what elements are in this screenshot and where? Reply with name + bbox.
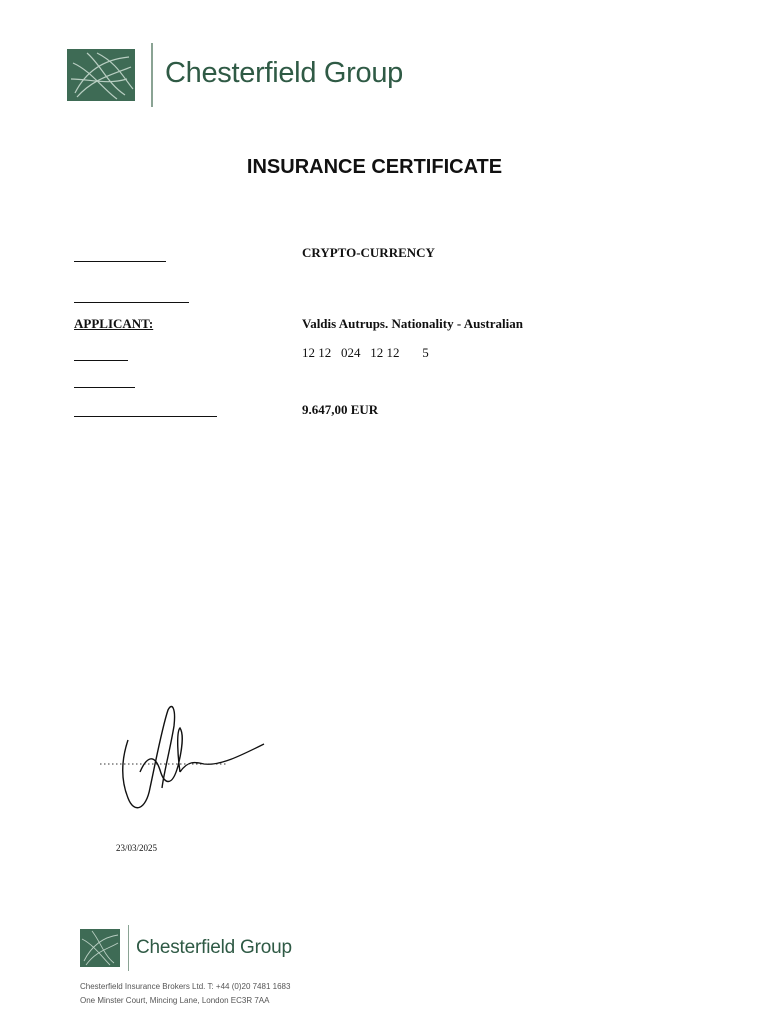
logo-divider: [151, 43, 153, 107]
chesterfield-logo-icon: [67, 49, 135, 101]
field-line-2: [74, 302, 189, 303]
field-line-1: [74, 261, 166, 262]
certificate-number-value: 12 12 024 12 12 5: [302, 345, 429, 360]
page-title: INSURANCE CERTIFICATE: [246, 156, 503, 178]
applicant-label: APPLICANT:: [74, 316, 154, 331]
chesterfield-logo-icon: [80, 929, 120, 967]
field-line-4: [74, 387, 135, 388]
insurance-type-value: CRYPTO-CURRENCY: [302, 245, 435, 260]
footer-logo-divider: [128, 925, 129, 971]
footer-company-name: Chesterfield Group: [136, 937, 292, 958]
signature: [80, 688, 280, 820]
signature-date: 23/03/2025: [116, 843, 158, 853]
applicant-value: Valdis Autrups. Nationality - Australian: [302, 316, 523, 331]
footer-contact: Chesterfield Insurance Brokers Ltd. T: +44 (0)20 7481 1683: [80, 982, 291, 991]
field-line-5: [74, 416, 217, 417]
field-line-3: [74, 360, 128, 361]
header-logo: [67, 43, 447, 107]
company-name: Chesterfield Group: [165, 57, 403, 89]
footer-logo: [80, 925, 320, 973]
signature-drawing: [80, 688, 280, 820]
amount-value: 9.647,00 EUR: [302, 402, 379, 417]
footer-address: One Minster Court, Mincing Lane, London EC3R 7AA: [80, 996, 270, 1005]
